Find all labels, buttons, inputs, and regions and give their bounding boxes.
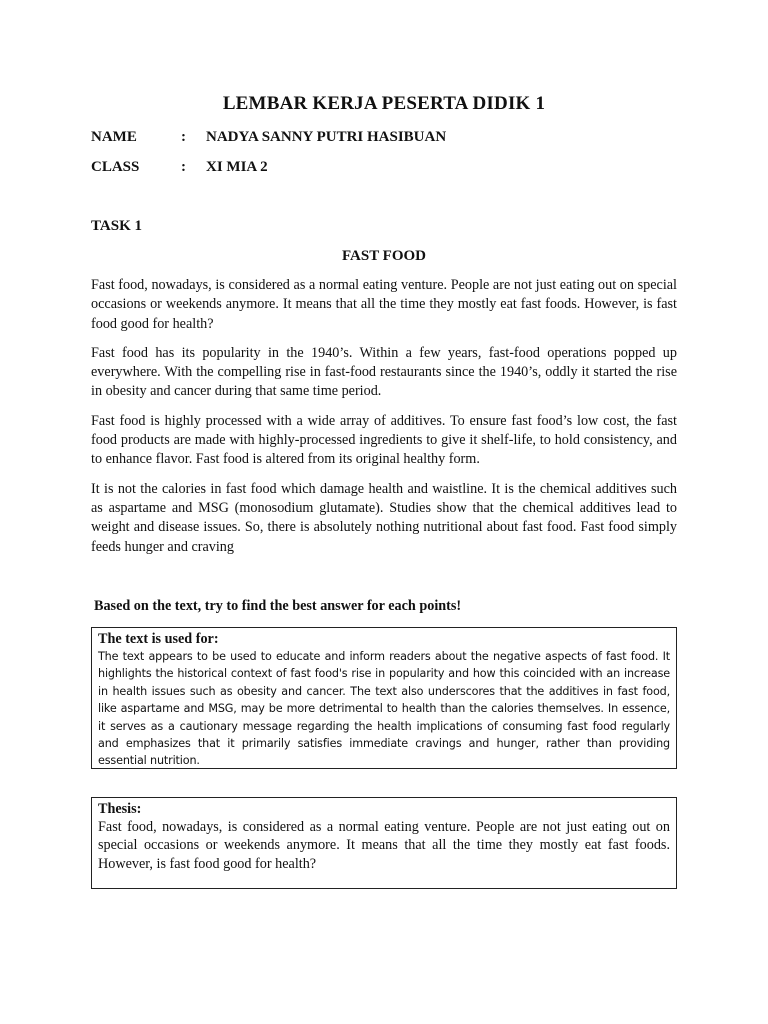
class-colon: : xyxy=(181,159,186,175)
thesis-heading: Thesis: xyxy=(98,801,142,817)
class-value: XI MIA 2 xyxy=(206,159,268,175)
purpose-answer-box xyxy=(91,627,677,769)
paragraph: Fast food is highly processed with a wide array of additives. To ensure fast food’s low cost, the fast food products are made with highly-processed ingredients to give it shelf-life, to hold consistency, and to enhance flavor. Fast food is altered from its original healthy form. xyxy=(91,412,677,468)
class-label: CLASS xyxy=(91,159,140,175)
class-row xyxy=(91,159,268,176)
purpose-heading: The text is used for: xyxy=(98,631,219,647)
name-label: NAME xyxy=(91,129,137,145)
reading-heading xyxy=(0,248,768,265)
name-row xyxy=(91,129,446,146)
task-label: TASK 1 xyxy=(91,218,142,234)
paragraph: It is not the calories in fast food which damage health and waistline. It is the chemical additives such as aspartame and MSG (monosodium glutamate). Studies show that the chemical additives lead to weight and disease issues. So, there is absolutely nothing nutritional about fast food. Fast food simply feeds hunger and craving xyxy=(91,480,677,555)
thesis-answer: Fast food, nowadays, is considered as a normal eating venture. People are not just eating out on special occasions or weekends anymore. It means that all the time they mostly eat fast foods. However, is fast food good for health? xyxy=(98,819,670,872)
purpose-answer: The text appears to be used to educate and inform readers about the negative aspects of fast food. It highlights the historical context of fast food's rise in popularity and how this coincided with an increase in health issues such as obesity and cancer. The text also underscores that the additives in fast food, like aspartame and MSG, may be more detrimental to health than the calories themselves. In essence, it serves as a cautionary message regarding the health implications of consuming fast food regularly and emphasizes that it primarily satisfies immediate cravings and hunger, rather than providing essential nutrition. xyxy=(98,650,670,768)
name-value: NADYA SANNY PUTRI HASIBUAN xyxy=(206,129,447,145)
thesis-answer-box xyxy=(91,797,677,889)
name-colon: : xyxy=(181,129,186,145)
paragraph: Fast food, nowadays, is considered as a normal eating venture. People are not just eating out on special occasions or weekends anymore. It means that all the time they mostly eat fast foods. However, is fast food good for health? xyxy=(91,277,677,332)
reading-heading-text: FAST FOOD xyxy=(341,248,427,264)
reading-text xyxy=(91,276,677,567)
paragraph: Fast food has its popularity in the 1940’s. Within a few years, fast-food operations popped up everywhere. With the compelling rise in fast-food restaurants since the 1940’s, oddly it started the rise in obesity and cancer during that same time period. xyxy=(91,344,677,400)
document-title: LEMBAR KERJA PESERTA DIDIK 1 xyxy=(222,93,546,114)
instruction-text: Based on the text, try to find the best answer for each points! xyxy=(94,598,462,614)
